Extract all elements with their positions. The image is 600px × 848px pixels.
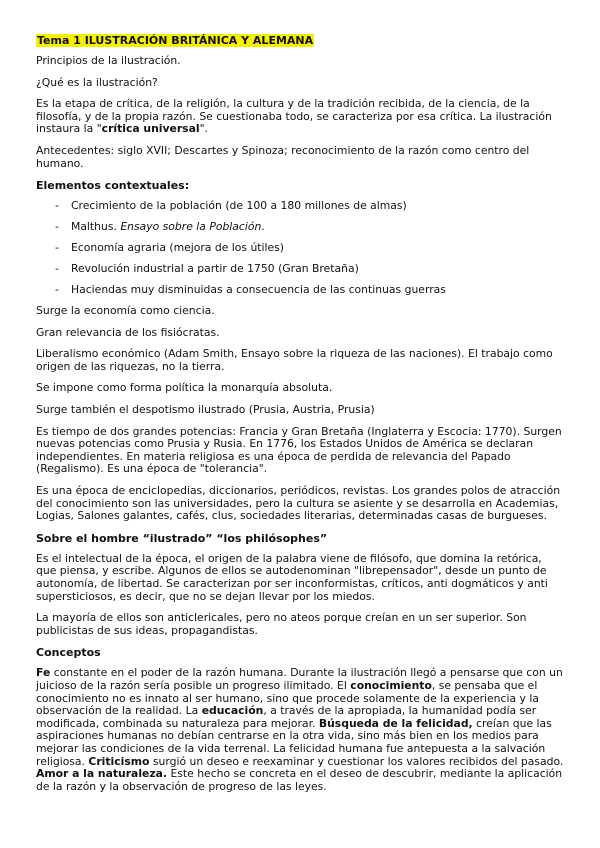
criticismo-bold: Criticismo <box>88 754 150 768</box>
list-dash: - <box>55 283 59 297</box>
potencias-paragraph: Es tiempo de dos grandes potencias: Francia y Gran Bretaña (Inglaterra y Escocia: 1770). Surgen nuevas potencias como Prusia y Rusia. En 1776, los Estados Unidos de América se declaran independientes. En materia religiosa es una época de perdida de relevancia del Papado (Regalismo). Es una época de "tolerancia". <box>36 424 562 476</box>
list-item-text: Malthus. <box>71 220 121 234</box>
fe-text: constante en el poder de la razón humana. Durante la ilustración llegó a pensarse que con un juicioso de la razón sería posible un progreso ilimitado. El <box>36 666 563 692</box>
elementos-heading: Elementos contextuales: <box>36 179 190 193</box>
list-item <box>36 263 564 276</box>
list-dash: - <box>55 199 59 213</box>
conceptos-paragraph <box>36 667 564 793</box>
conceptos-heading: Conceptos <box>36 646 101 660</box>
liberalismo-paragraph: Liberalismo económico (Adam Smith, Ensayo sobre la riqueza de las naciones). El trabajo como origen de las riquezas, no la tierra. <box>36 347 553 373</box>
educacion-text: , a través de la apropiada, la humanidad podía ser modificada, combinada su naturaleza para mejorar. <box>36 704 537 730</box>
elementos-list <box>36 200 564 297</box>
surge-economia-paragraph: Surge la economía como ciencia. <box>36 304 215 318</box>
list-item-text: Crecimiento de la población (de 100 a 180 millones de almas) <box>71 199 407 213</box>
document-page <box>36 34 564 802</box>
list-item-text: Haciendas muy disminuidas a consecuencia de las continuas guerras <box>71 283 446 297</box>
antecedentes-paragraph: Antecedentes: siglo XVII; Descartes y Spinoza; reconocimiento de la razón como centro del humano. <box>36 143 530 170</box>
anticlericales-paragraph: La mayoría de ellos son anticlericales, pero no ateos porque creían en un ser superior. Son publicistas de sus ideas, propagandistas. <box>36 611 527 637</box>
fe-bold: Fe <box>36 666 51 680</box>
enciclopedias-paragraph: Es una época de enciclopedias, diccionarios, periódicos, revistas. Los grandes polos de atracción del conocimiento son las universidades, pero la cultura se asiente y se desarrolla en Academias, Logias, Salones galantes, cafés, clus, sociedades literarias, determinadas casas de burgueses. <box>36 484 561 523</box>
list-item-text: Economía agraria (mejora de los útiles) <box>71 241 285 255</box>
document-title <box>36 34 564 55</box>
etapa-end: ". <box>199 122 208 136</box>
busqueda-text: creían que las aspiraciones humanas no debían centrarse en la otra vida, sino más bien en los medios para mejorar las condiciones de la vida terrenal. La felicidad humana fue antepuesta a la salvación religiosa. <box>36 716 552 768</box>
list-item-text: Revolución industrial a partir de 1750 (Gran Bretaña) <box>71 262 359 276</box>
que-es-paragraph: ¿Qué es la ilustración? <box>36 75 158 89</box>
list-item-italic: Ensayo sobre la Población <box>120 220 262 234</box>
list-dash: - <box>55 220 59 234</box>
etapa-text: Es la etapa de crítica, de la religión, la cultura y de la tradición recibida, de la ciencia, de la filosofía, y de la propia razón. Se cuestionaba todo, se caracteriza por esa crítica. La ilustración instaura la " <box>36 97 552 136</box>
intelectual-paragraph: Es el intelectual de la época, el origen de la palabra viene de filósofo, que domina la retórica, que piensa, y escribe. Algunos de ellos se autodenominan "librepensador", desde un punto de autonomía, de libertad. Se caracterizan por ser inconformistas, críticos, anti dogmáticos y anti supersticiosos, es decir, que no se dejan llevar por los miedos. <box>36 551 548 603</box>
conocimiento-bold: conocimiento <box>350 678 432 692</box>
title-highlight: Tema 1 ILUSTRACIÓN BRITÁNICA Y ALEMANA <box>37 34 314 47</box>
criticismo-text: surgió un deseo e reexaminar y cuestionar los valores recibidos del pasado. <box>149 754 564 768</box>
principios-paragraph: Principios de la ilustración. <box>36 54 181 67</box>
busqueda-bold: Búsqueda de la felicidad, <box>318 716 473 730</box>
list-item <box>36 200 564 213</box>
list-item <box>36 284 564 297</box>
hombre-heading: Sobre el hombre “ilustrado” “los philósophes” <box>36 531 328 545</box>
monarquia-paragraph: Se impone como forma política la monarquía absoluta. <box>36 381 333 395</box>
list-dash: - <box>55 262 59 276</box>
etapa-paragraph <box>36 98 564 136</box>
critica-universal-bold: crítica universal <box>101 122 200 136</box>
list-item-end: . <box>261 220 265 234</box>
conocimiento-text: , se pensaba que el conocimiento no es innato al ser humano, sino que procede solamente de la experiencia y la observación de la realidad. La <box>36 678 539 718</box>
list-dash: - <box>55 241 59 255</box>
amor-bold: Amor a la naturaleza. <box>36 767 168 781</box>
amor-text: Este hecho se concreta en el deseo de descubrir, mediante la aplicación de la razón y la observación de progreso de las leyes. <box>36 767 563 793</box>
despotismo-paragraph: Surge también el despotismo ilustrado (Prusia, Austria, Prusia) <box>36 403 375 417</box>
educacion-bold: educación <box>201 704 264 718</box>
list-item <box>36 242 564 255</box>
list-item <box>36 221 564 234</box>
fisiocratas-paragraph: Gran relevancia de los fisiócratas. <box>36 325 220 339</box>
